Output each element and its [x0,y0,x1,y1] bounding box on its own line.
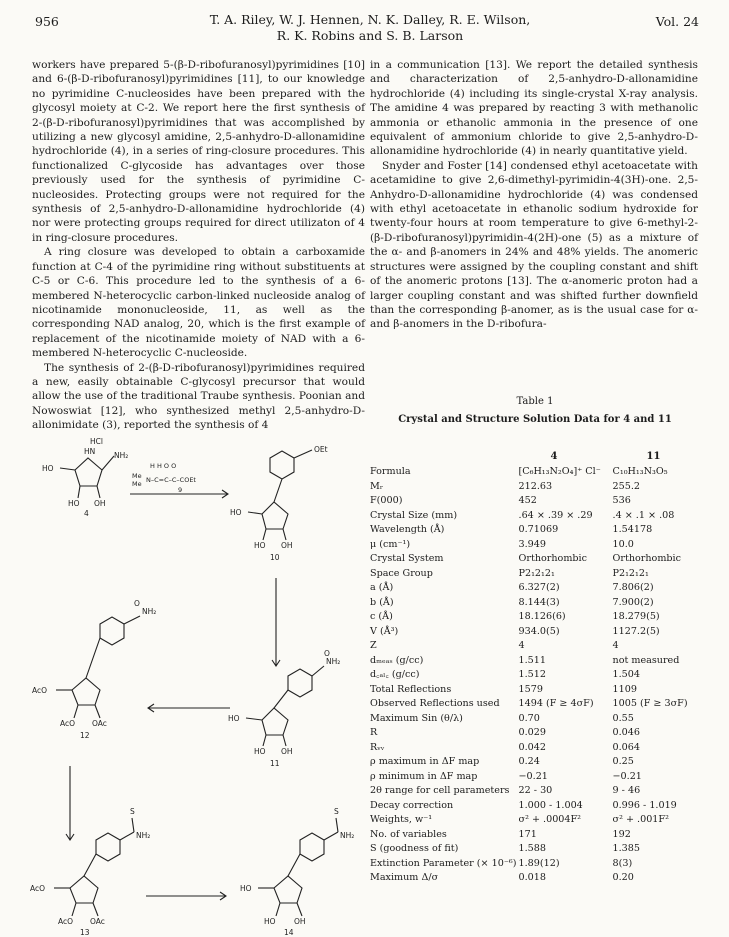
running-authors [150,12,590,44]
row-label: Weights, w⁻¹ [370,814,433,826]
value-compound-4: σ² + .0004F² [518,814,582,826]
table-row [370,871,700,886]
value-compound-11: 1005 (F ≥ 3σF) [612,698,688,710]
left-column [32,58,365,433]
table-row [370,654,700,669]
row-label: Crystal System [370,553,444,565]
value-compound-11: Orthorhombic [612,553,681,565]
value-compound-4: Orthorhombic [518,553,587,565]
reagent-main-label: N–C=C–C–COEt [146,476,196,484]
row-label: Crystal Size (mm) [370,509,458,521]
value-compound-11: −0.21 [612,770,642,782]
c13-number: 13 [80,928,90,937]
value-compound-4: 1.89(12) [518,857,560,869]
col-header-4: 4 [550,450,558,462]
value-compound-11: 0.55 [612,712,634,724]
table-row [370,465,700,480]
table-row [370,625,700,640]
right-paragraph-2: Snyder and Foster [14] condensed ethyl acetoacetate with acetamidine to give 2,6-dimethyl-pyrimidin-4(3H)-one. 2,5-Anhydro-D-allonamidine hydrochloride (4) was condensed with ethyl acetoacetate in ethanolic sodium hydroxide for twenty-four hours at room temperature to give 6-methyl-2-(β-D-ribofuranosyl)pyrimidin-4(2H)-one (5) as a mixture of the α- and β-anomers in 24% and 48% yields. The anomeric structures were assigned by the coupling constant and shift of the anomeric protons [13]. The α-anomeric proton had a larger coupling constant and was shifted further downfield than the corresponding β-anomer, as is the usual case for α- and β-anomers in the D-ribofura- [370,159,698,331]
row-label: R [370,727,378,739]
table-row [370,813,700,828]
row-label: ρ maximum in ΔF map [370,756,480,768]
row-label: 2θ range for cell parameters [370,785,510,797]
c12-aco-label: AcO [32,686,48,695]
table-row [370,480,700,495]
c13-s-label: S [130,807,135,816]
value-compound-11: 9 - 46 [612,785,641,797]
reagent-me1: Me [132,472,142,480]
c12-nh2-label: NH₂ [142,607,157,616]
value-compound-11: 7.806(2) [612,582,654,594]
row-label: dₘₑₐₛ (g/cc) [370,654,424,666]
value-compound-4: 1.511 [518,654,546,666]
c14-ho-label: HO [240,884,252,893]
value-compound-4: 6.327(2) [518,582,560,594]
left-paragraph-2: A ring closure was developed to obtain a carboxamide function at C-4 of the pyrimidine ring without substituents at C-5 or C-6. This procedure led to the synthesis of a 6-membered N-heterocyclic carbon-linked nucleoside analog of nicotinamide mononucleoside, 11, as well as the corresponding NAD analog, 20, which is the first example of replacement of the nicotinamide moiety of NAD with a 6-membered N-heterocyclic C-nucleoside. [32,246,365,360]
c10-oet-label: OEt [314,445,328,454]
page-header [0,8,729,54]
value-compound-4: 22 - 30 [518,785,553,797]
c4-oh3-label: OH [94,499,106,508]
table-row [370,857,700,872]
value-compound-11: .4 × .1 × .08 [612,509,675,521]
row-label: S (goodness of fit) [370,843,459,855]
value-compound-11: C₁₀H₁₃N₃O₅ [612,466,668,478]
row-label: c (Å) [370,611,393,623]
value-compound-11: 0.25 [612,756,634,768]
row-label: Wavelength (Å) [370,524,445,536]
value-compound-4: 0.042 [518,741,546,753]
value-compound-4: 0.71069 [518,524,559,536]
value-compound-4: 212.63 [518,480,553,492]
row-label: Maximum Δ/σ [370,872,439,884]
value-compound-11: 0.996 - 1.019 [612,799,677,811]
right-paragraph-1: in a communication [13]. We report the detailed synthesis and characterization of 2,5-anhydro-D-allonamidine hydrochloride (4) including its single-crystal X-ray analysis. The amidine 4 was prepared by reacting 3 with methanolic ammonia or ethanolic ammonia in the presence of one equivalent of ammonium chloride to give 2,5-anhydro-D-allonamidine hydrochloride (4) in nearly quantitative yield. [370,59,698,158]
value-compound-4: 1.000 - 1.004 [518,799,583,811]
row-label: ρ minimum in ΔF map [370,770,478,782]
value-compound-11: 10.0 [612,538,634,550]
table-row [370,842,700,857]
value-compound-11: 7.900(2) [612,596,654,608]
value-compound-4: 4 [518,640,525,652]
crystal-data-table [370,447,700,886]
c14-number: 14 [284,928,294,937]
table-row [370,567,700,582]
value-compound-4: [C₆H₁₃N₂O₄]⁺ Cl⁻ [518,466,601,478]
row-label: Observed Reflections used [370,698,500,710]
c13-aco2-label: AcO [58,917,74,926]
value-compound-11: P2₁2₁2₁ [612,567,649,579]
value-compound-11: 1109 [612,683,637,695]
c4-number: 4 [84,509,89,518]
table-row [370,668,700,683]
value-compound-4: 1494 (F ≥ 4σF) [518,698,594,710]
row-label: Extinction Parameter (× 10⁻⁶) [370,857,517,869]
c14-nh2-label: NH₂ [340,831,355,840]
reagent-top-label: H H O O [150,462,177,470]
row-label: Rᵥᵥ [370,741,385,753]
reaction-scheme [30,428,365,937]
c13-oac-label: OAc [90,917,105,926]
table-caption: Crystal and Structure Solution Data for 4 and 11 [398,414,672,425]
table-row [370,552,700,567]
table-row [370,799,700,814]
c4-nh2-label: NH₂ [114,451,129,460]
table-row [370,784,700,799]
table-row [370,610,700,625]
value-compound-11: 1127.2(5) [612,625,660,637]
table-row [370,697,700,712]
value-compound-4: 452 [518,495,537,507]
row-label: d꜀ₐₗ꜀ (g/cc) [370,669,420,681]
value-compound-4: 0.24 [518,756,540,768]
value-compound-11: 1.54178 [612,524,653,536]
table-number: Table 1 [516,396,554,407]
row-label: μ (cm⁻¹) [370,538,411,550]
page-number: 956 [35,14,59,29]
value-compound-4: 1.588 [518,843,546,855]
value-compound-4: 0.70 [518,712,540,724]
table-row [370,726,700,741]
row-label: Decay correction [370,799,454,811]
row-label: Space Group [370,567,433,579]
table-row [370,596,700,611]
c11-oh-label: OH [281,747,293,756]
value-compound-4: 934.0(5) [518,625,560,637]
value-compound-11: 0.20 [612,872,634,884]
value-compound-11: 192 [612,828,631,840]
table-row [370,683,700,698]
row-label: a (Å) [370,582,394,594]
col-header-11: 11 [646,450,661,462]
table-row [370,639,700,654]
value-compound-4: 18.126(6) [518,611,566,623]
c4-ho5-label: HO [42,464,54,473]
table-row [370,494,700,509]
c12-aco2-label: AcO [60,719,76,728]
row-label: V (Å³) [370,625,399,637]
value-compound-4: 1579 [518,683,543,695]
value-compound-11: σ² + .001F² [612,814,669,826]
volume-label: Vol. 24 [655,14,699,29]
c4-hn-label: HN [84,447,96,456]
table-row [370,828,700,843]
left-paragraph-3: The synthesis of 2-(β-D-ribofuranosyl)pyrimidines required a new, easily obtainable C-glycosyl precursor that would allow the use of the traditional Traube synthesis. Poonian and Nowoswiat [12], who synthesized methyl 2,5-anhydro-D-allonimidate (3), reported the synthesis of 4 [32,361,365,432]
value-compound-11: 8(3) [612,857,633,869]
value-compound-4: 1.512 [518,669,546,681]
table-row [370,581,700,596]
value-compound-11: 1.504 [612,669,640,681]
value-compound-4: −0.21 [518,770,548,782]
value-compound-4: .64 × .39 × .29 [518,509,593,521]
c12-number: 12 [80,731,90,740]
table-row [370,741,700,756]
c4-ho2-label: HO [68,499,80,508]
value-compound-11: 0.064 [612,741,640,753]
c13-nh2-label: NH₂ [136,831,151,840]
value-compound-11: 0.046 [612,727,640,739]
c12-oac-label: OAc [92,719,107,728]
table-row [370,523,700,538]
c14-ho2-label: HO [264,917,276,926]
reagent-number: 9 [178,486,183,494]
c10-ho-label: HO [230,508,242,517]
row-label: Maximum Sin (θ/λ) [370,712,463,724]
value-compound-11: 18.279(5) [612,611,660,623]
value-compound-4: 3.949 [518,538,546,550]
value-compound-4: 0.018 [518,872,546,884]
value-compound-11: 4 [612,640,619,652]
table-header-row [370,447,700,465]
value-compound-11: 1.385 [612,843,640,855]
c14-s-label: S [334,807,339,816]
c11-ho2-label: HO [254,747,266,756]
value-compound-4: 171 [518,828,537,840]
table-row [370,770,700,785]
table-row [370,712,700,727]
c11-nh2-label: NH₂ [326,657,341,666]
row-label: b (Å) [370,596,394,608]
table-row [370,538,700,553]
c4-hcl-label: HCl [90,437,103,446]
value-compound-4: 0.029 [518,727,546,739]
row-label: No. of variables [370,828,447,840]
value-compound-4: 8.144(3) [518,596,560,608]
row-label: Z [370,640,377,652]
row-label: F(000) [370,495,403,507]
value-compound-11: not measured [612,654,680,666]
row-label: Total Reflections [370,683,452,695]
c11-ho-label: HO [228,714,240,723]
value-compound-11: 536 [612,495,631,507]
right-column [370,58,698,332]
authors-line-2: R. K. Robins and S. B. Larson [276,28,464,43]
c14-oh-label: OH [294,917,306,926]
reagent-me2: Me [132,480,142,488]
table-row [370,509,700,524]
authors-line-1: T. A. Riley, W. J. Hennen, N. K. Dalley, R. E. Wilson, [209,12,531,27]
value-compound-4: P2₁2₁2₁ [518,567,555,579]
c10-ho2-label: HO [254,541,266,550]
row-label: Mᵣ [370,480,384,492]
c13-aco-label: AcO [30,884,46,893]
left-paragraph-1: workers have prepared 5-(β-D-ribofuranosyl)pyrimidines [10] and 6-(β-D-ribofuranosyl)pyrimidines [11], to our knowledge no pyrimidine C-nucleosides have been prepared with the glycosyl moiety at C-2. We report here the first synthesis of 2-(β-D-ribofuranosyl)pyrimidines that was accomplished by utilizing a new glycosyl amidine, 2,5-anhydro-D-allonamidine hydrochloride (4), in a series of ring-closure procedures. This functionalized C-glycoside has advantages over those previously used for the synthesis of pyrimidine C-nucleosides. Protecting groups were not required for the synthesis of 2,5-anhydro-D-allonamidine hydrochloride (4) nor were protecting groups required for direct utilizaton of 4 in ring-closure procedures. [32,59,365,244]
value-compound-11: 255.2 [612,480,640,492]
c10-number: 10 [270,553,280,562]
c10-oh-label: OH [281,541,293,550]
c11-number: 11 [270,759,280,768]
table-row [370,755,700,770]
c11-o-label: O [324,649,330,658]
row-label: Formula [370,466,411,478]
c12-o-label: O [134,599,140,608]
